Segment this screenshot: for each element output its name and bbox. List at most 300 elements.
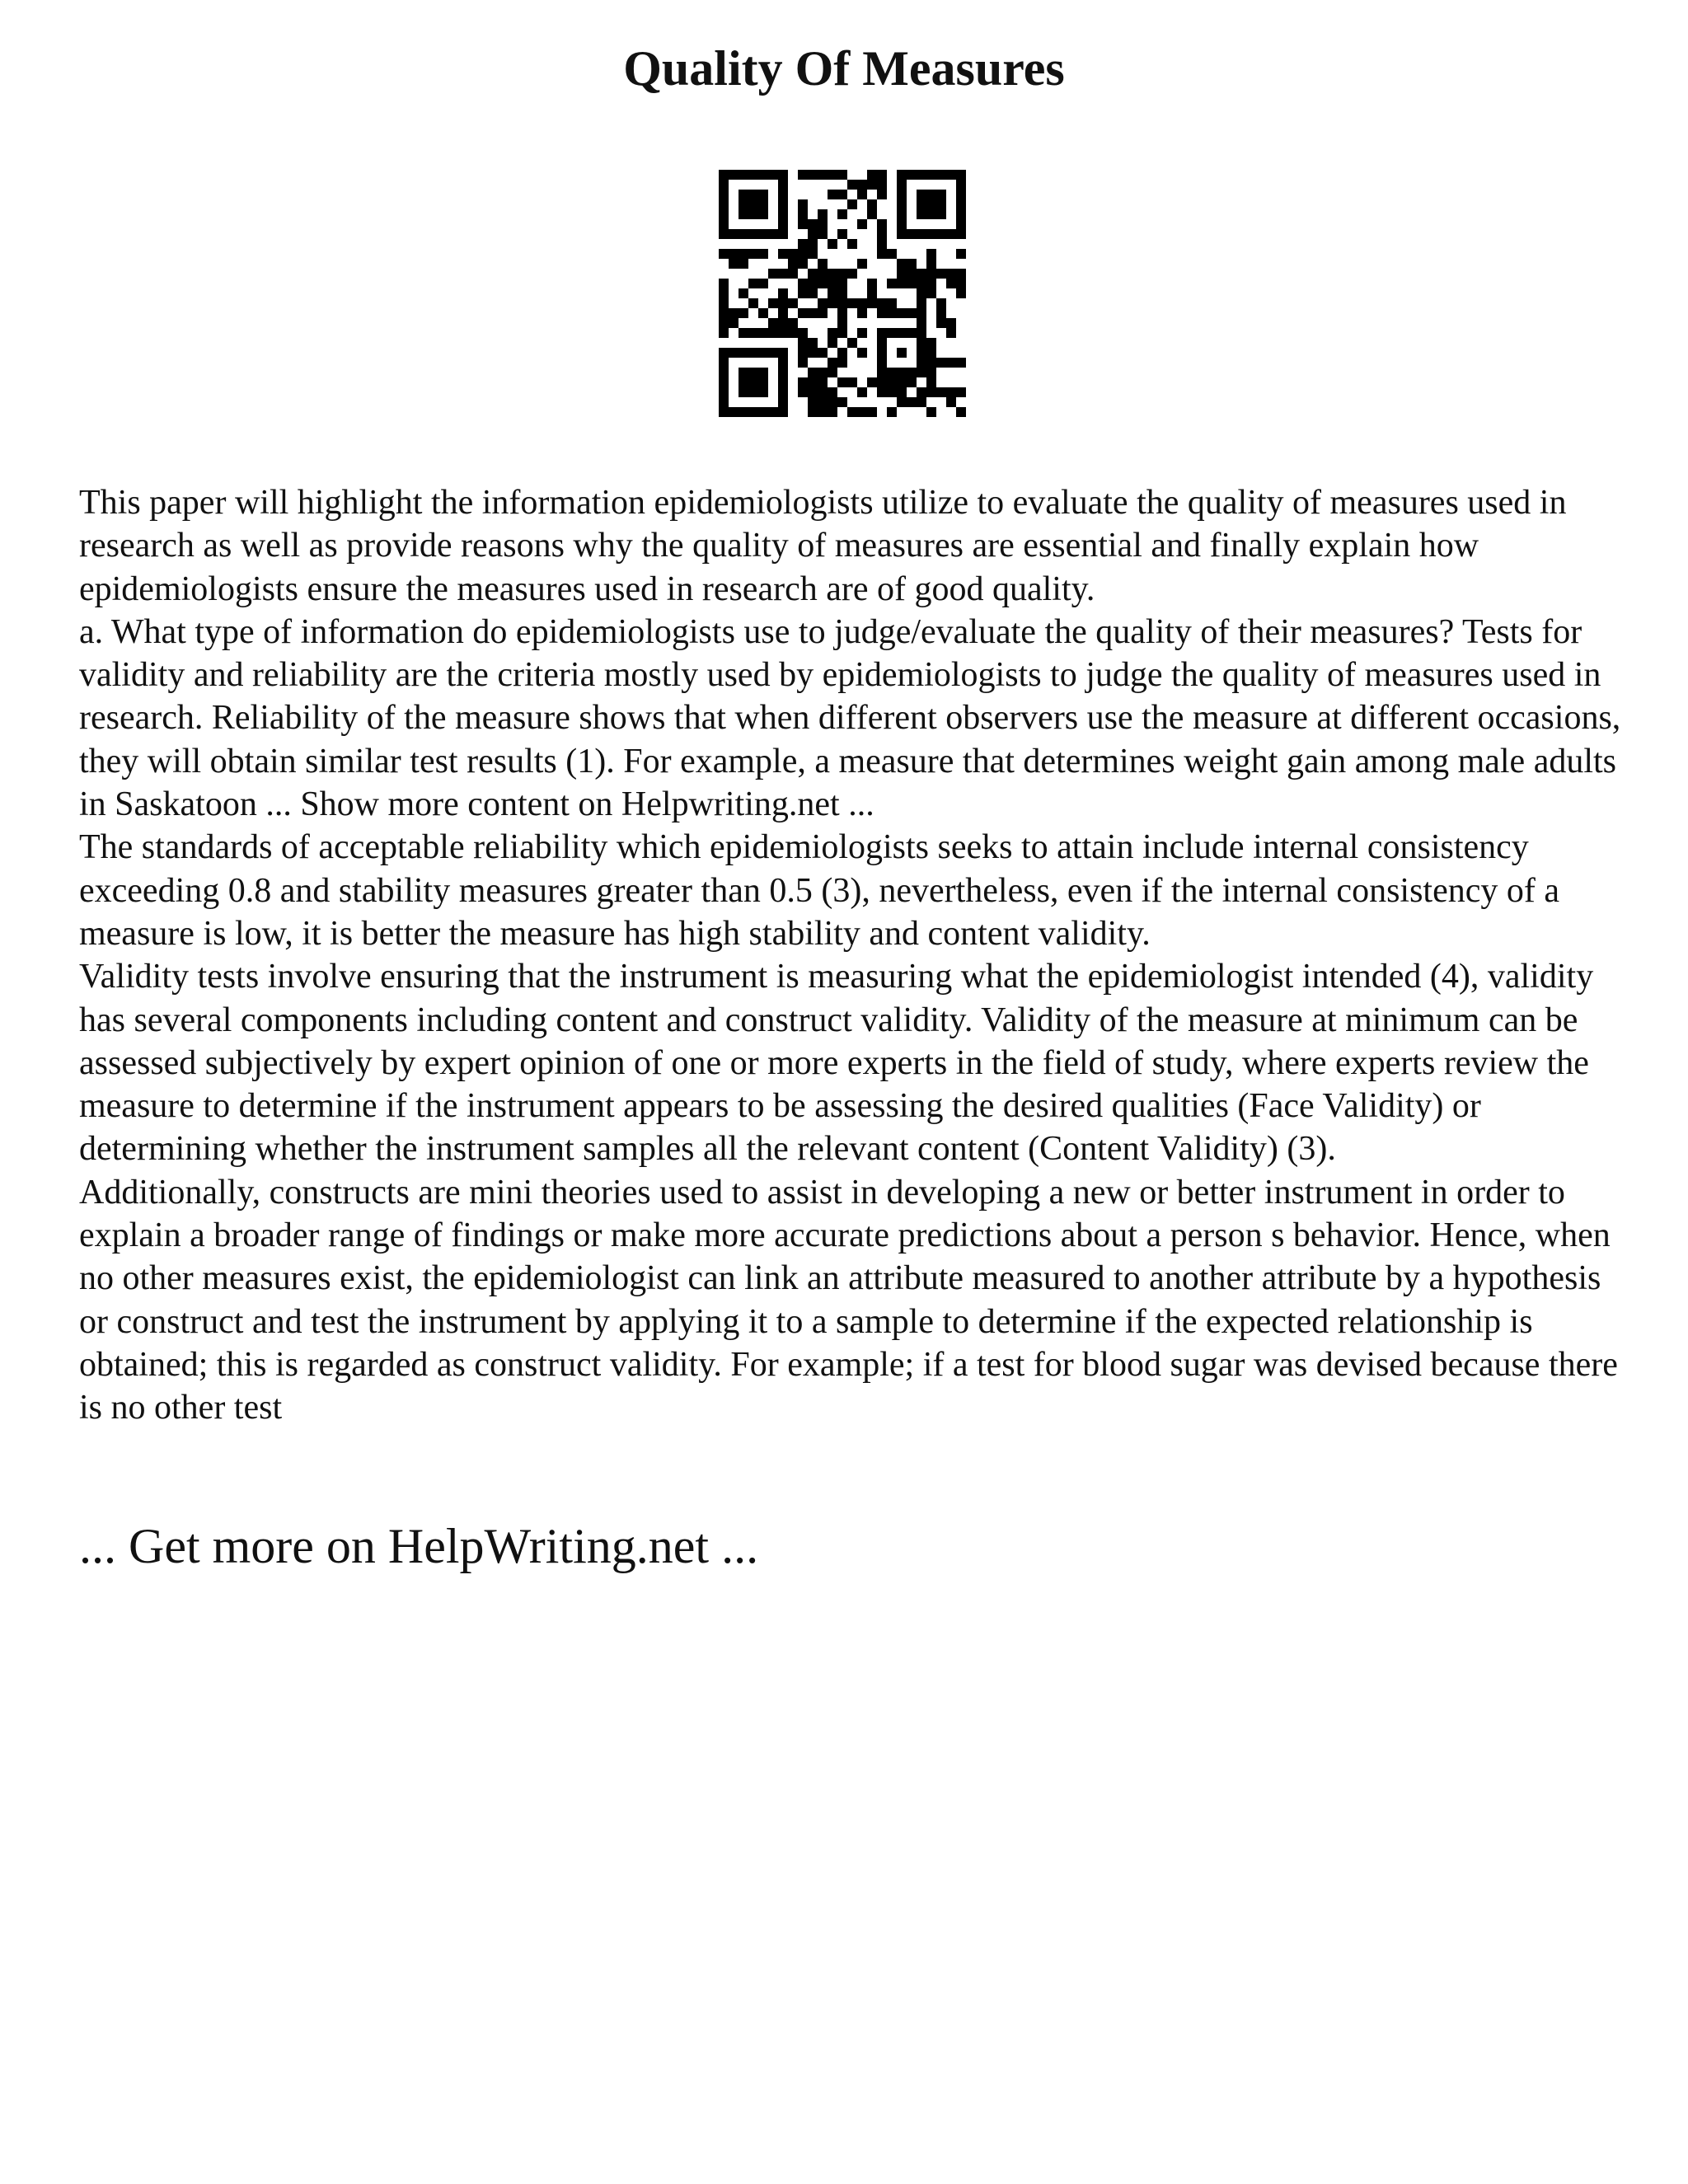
qr-module bbox=[956, 229, 966, 239]
qr-module bbox=[917, 358, 926, 368]
qr-module bbox=[887, 368, 897, 377]
qr-module bbox=[818, 170, 828, 180]
qr-module bbox=[808, 407, 818, 417]
qr-module bbox=[907, 279, 917, 288]
qr-module bbox=[917, 328, 926, 338]
qr-module bbox=[956, 279, 966, 288]
qr-module bbox=[778, 269, 788, 279]
qr-module bbox=[738, 377, 748, 387]
qr-module bbox=[748, 279, 758, 288]
qr-module bbox=[926, 190, 936, 199]
qr-module bbox=[837, 170, 847, 180]
qr-module bbox=[808, 377, 818, 387]
qr-module bbox=[798, 219, 808, 229]
qr-module bbox=[887, 308, 897, 318]
qr-module bbox=[768, 348, 778, 358]
qr-module bbox=[738, 348, 748, 358]
qr-module bbox=[867, 407, 877, 417]
qr-module bbox=[946, 397, 956, 407]
qr-module bbox=[877, 219, 887, 229]
qr-module bbox=[857, 219, 867, 229]
qr-module bbox=[798, 199, 808, 209]
qr-module bbox=[907, 308, 917, 318]
qr-module bbox=[738, 199, 748, 209]
paragraph-validity: Validity tests involve ensuring that the instrument is measuring what the epidemiologist intended (4), validity has several components including content and construct validity. Validity of the measure at minimum can be assessed subjectively by expert opinion of one or more experts in the field of study, where experts review the measure to determine if the instrument appears to be assessing the desired qualities (Face Validity) or determining whether the instrument samples all the relevant content (Content Validity) (3). bbox=[79, 958, 1594, 1169]
qr-module bbox=[808, 239, 818, 249]
qr-module bbox=[788, 318, 798, 328]
qr-module bbox=[936, 229, 946, 239]
qr-module bbox=[729, 348, 738, 358]
paragraph-intro: This paper will highlight the information epidemiologists utilize to evaluate the quality of measures used in research as well as provide reasons why the quality of measures are essential and finally explain how epidemiologists ensure the measures used in research are of good quality. bbox=[79, 484, 1567, 608]
qr-module bbox=[837, 397, 847, 407]
qr-module bbox=[798, 249, 808, 259]
qr-module bbox=[808, 279, 818, 288]
qr-module bbox=[729, 170, 738, 180]
qr-module bbox=[877, 180, 887, 190]
qr-module bbox=[956, 180, 966, 190]
qr-module bbox=[818, 298, 828, 308]
qr-module bbox=[837, 269, 847, 279]
qr-module bbox=[758, 387, 768, 397]
qr-module bbox=[758, 328, 768, 338]
qr-module bbox=[788, 269, 798, 279]
qr-module bbox=[778, 288, 788, 298]
qr-module bbox=[956, 219, 966, 229]
qr-module bbox=[897, 368, 907, 377]
qr-module bbox=[758, 377, 768, 387]
qr-module bbox=[748, 170, 758, 180]
qr-module bbox=[808, 229, 818, 239]
qr-module bbox=[877, 387, 887, 397]
qr-module bbox=[917, 190, 926, 199]
qr-module bbox=[956, 190, 966, 199]
qr-module bbox=[748, 298, 758, 308]
qr-module bbox=[719, 328, 729, 338]
qr-module bbox=[828, 170, 837, 180]
qr-module bbox=[768, 328, 778, 338]
qr-code-graphic bbox=[719, 170, 966, 417]
qr-module bbox=[917, 348, 926, 358]
qr-module bbox=[778, 328, 788, 338]
qr-module bbox=[926, 279, 936, 288]
qr-module bbox=[946, 358, 956, 368]
qr-module bbox=[926, 348, 936, 358]
qr-module bbox=[857, 298, 867, 308]
qr-code-icon[interactable] bbox=[719, 170, 966, 417]
qr-module bbox=[917, 199, 926, 209]
qr-module bbox=[738, 308, 748, 318]
qr-module bbox=[847, 180, 857, 190]
qr-module bbox=[748, 368, 758, 377]
qr-module bbox=[897, 190, 907, 199]
qr-module bbox=[897, 219, 907, 229]
qr-module bbox=[729, 318, 738, 328]
qr-module bbox=[818, 368, 828, 377]
qr-module bbox=[798, 348, 808, 358]
qr-module bbox=[719, 308, 729, 318]
qr-module bbox=[956, 407, 966, 417]
qr-module bbox=[936, 269, 946, 279]
qr-module bbox=[778, 407, 788, 417]
qr-module bbox=[778, 387, 788, 397]
qr-module bbox=[917, 279, 926, 288]
qr-module bbox=[719, 358, 729, 368]
qr-module bbox=[778, 348, 788, 358]
qr-module bbox=[897, 308, 907, 318]
qr-module bbox=[907, 368, 917, 377]
qr-module bbox=[946, 328, 956, 338]
qr-module bbox=[847, 407, 857, 417]
qr-module bbox=[917, 170, 926, 180]
qr-module bbox=[936, 298, 946, 308]
article-body bbox=[79, 481, 1629, 1430]
qr-module bbox=[778, 358, 788, 368]
qr-module bbox=[808, 397, 818, 407]
qr-module bbox=[837, 348, 847, 358]
qr-module bbox=[946, 229, 956, 239]
qr-module bbox=[778, 180, 788, 190]
qr-module bbox=[719, 407, 729, 417]
qr-module bbox=[798, 288, 808, 298]
qr-module bbox=[897, 209, 907, 219]
qr-module bbox=[926, 249, 936, 259]
qr-module bbox=[778, 397, 788, 407]
qr-module bbox=[808, 269, 818, 279]
qr-module bbox=[778, 219, 788, 229]
qr-module bbox=[778, 209, 788, 219]
qr-module bbox=[867, 298, 877, 308]
qr-module bbox=[818, 308, 828, 318]
qr-module bbox=[719, 279, 729, 288]
qr-module bbox=[877, 348, 887, 358]
qr-module bbox=[926, 170, 936, 180]
qr-module bbox=[778, 377, 788, 387]
qr-module bbox=[818, 259, 828, 269]
qr-module bbox=[818, 377, 828, 387]
qr-module bbox=[917, 387, 926, 397]
qr-module bbox=[926, 338, 936, 348]
qr-module bbox=[808, 348, 818, 358]
qr-module bbox=[936, 358, 946, 368]
paragraph-reliability: The standards of acceptable reliability which epidemiologists seeks to attain include internal consistency exceeding 0.8 and stability measures greater than 0.5 (3), nevertheless, even if the internal consistency of a measure is low, it is better the measure has high stability and content validity. bbox=[79, 828, 1560, 953]
qr-module bbox=[719, 190, 729, 199]
qr-module bbox=[738, 190, 748, 199]
qr-module bbox=[877, 377, 887, 387]
qr-module bbox=[748, 348, 758, 358]
qr-module bbox=[917, 308, 926, 318]
qr-module bbox=[798, 358, 808, 368]
qr-module bbox=[719, 229, 729, 239]
qr-module bbox=[758, 279, 768, 288]
qr-module bbox=[956, 288, 966, 298]
qr-module bbox=[818, 348, 828, 358]
qr-module bbox=[719, 180, 729, 190]
qr-module bbox=[867, 180, 877, 190]
qr-module bbox=[748, 199, 758, 209]
qr-module bbox=[719, 170, 729, 180]
qr-module bbox=[887, 298, 897, 308]
qr-module bbox=[748, 407, 758, 417]
qr-module bbox=[798, 279, 808, 288]
qr-module bbox=[847, 239, 857, 249]
qr-module bbox=[828, 279, 837, 288]
qr-module bbox=[917, 298, 926, 308]
qr-module bbox=[926, 288, 936, 298]
qr-module bbox=[798, 377, 808, 387]
qr-module bbox=[719, 318, 729, 328]
qr-module bbox=[778, 229, 788, 239]
qr-module bbox=[719, 397, 729, 407]
qr-module bbox=[738, 209, 748, 219]
qr-module bbox=[877, 358, 887, 368]
qr-module bbox=[738, 229, 748, 239]
qr-module bbox=[719, 219, 729, 229]
qr-module bbox=[798, 387, 808, 397]
qr-module bbox=[828, 288, 837, 298]
qr-module bbox=[857, 328, 867, 338]
qr-module bbox=[748, 190, 758, 199]
qr-module bbox=[877, 328, 887, 338]
qr-module bbox=[788, 328, 798, 338]
qr-module bbox=[926, 407, 936, 417]
qr-module bbox=[867, 377, 877, 387]
qr-module bbox=[897, 348, 907, 358]
qr-module bbox=[926, 259, 936, 269]
qr-module bbox=[877, 338, 887, 348]
qr-module bbox=[847, 298, 857, 308]
qr-module bbox=[917, 269, 926, 279]
qr-module bbox=[828, 269, 837, 279]
qr-module bbox=[758, 348, 768, 358]
qr-module bbox=[887, 249, 897, 259]
qr-module bbox=[837, 308, 847, 318]
qr-module bbox=[917, 209, 926, 219]
qr-module bbox=[758, 308, 768, 318]
qr-module bbox=[887, 407, 897, 417]
qr-module bbox=[867, 279, 877, 288]
qr-module bbox=[877, 190, 887, 199]
qr-module bbox=[808, 368, 818, 377]
qr-module bbox=[778, 308, 788, 318]
qr-module bbox=[837, 288, 847, 298]
qr-module bbox=[867, 170, 877, 180]
qr-module bbox=[828, 298, 837, 308]
qr-module bbox=[818, 279, 828, 288]
qr-module bbox=[758, 249, 768, 259]
qr-module bbox=[887, 328, 897, 338]
qr-module bbox=[818, 209, 828, 219]
qr-module bbox=[907, 377, 917, 387]
qr-module bbox=[798, 328, 808, 338]
qr-module bbox=[897, 259, 907, 269]
qr-module bbox=[837, 377, 847, 387]
qr-module bbox=[768, 298, 778, 308]
qr-module bbox=[857, 180, 867, 190]
qr-module bbox=[946, 387, 956, 397]
qr-module bbox=[729, 308, 738, 318]
qr-module bbox=[768, 318, 778, 328]
qr-module bbox=[808, 288, 818, 298]
qr-module bbox=[847, 199, 857, 209]
qr-module bbox=[738, 328, 748, 338]
qr-module bbox=[808, 338, 818, 348]
qr-module bbox=[936, 170, 946, 180]
qr-module bbox=[719, 387, 729, 397]
qr-module bbox=[828, 397, 837, 407]
qr-module bbox=[768, 407, 778, 417]
qr-module bbox=[778, 368, 788, 377]
qr-module bbox=[907, 397, 917, 407]
qr-module bbox=[828, 239, 837, 249]
qr-module bbox=[738, 170, 748, 180]
qr-module bbox=[818, 269, 828, 279]
qr-module bbox=[758, 170, 768, 180]
qr-module bbox=[729, 229, 738, 239]
qr-module bbox=[956, 249, 966, 259]
qr-module bbox=[768, 170, 778, 180]
qr-module bbox=[857, 387, 867, 397]
qr-module bbox=[917, 318, 926, 328]
qr-module bbox=[748, 328, 758, 338]
qr-module bbox=[748, 209, 758, 219]
get-more-link[interactable]: ... Get more on HelpWriting.net ... bbox=[79, 1519, 759, 1573]
qr-module bbox=[936, 387, 946, 397]
qr-module bbox=[798, 259, 808, 269]
qr-module bbox=[768, 229, 778, 239]
qr-module bbox=[808, 249, 818, 259]
qr-module bbox=[946, 170, 956, 180]
qr-module bbox=[778, 199, 788, 209]
qr-module bbox=[758, 229, 768, 239]
qr-module bbox=[818, 219, 828, 229]
qr-module bbox=[729, 407, 738, 417]
qr-module bbox=[788, 249, 798, 259]
qr-module bbox=[956, 170, 966, 180]
qr-module bbox=[897, 170, 907, 180]
qr-module bbox=[926, 229, 936, 239]
qr-module bbox=[897, 269, 907, 279]
qr-module bbox=[778, 249, 788, 259]
qr-module bbox=[778, 190, 788, 199]
qr-module bbox=[798, 338, 808, 348]
qr-module bbox=[748, 387, 758, 397]
qr-module bbox=[758, 190, 768, 199]
qr-module bbox=[828, 407, 837, 417]
qr-module bbox=[867, 199, 877, 209]
qr-module bbox=[926, 387, 936, 397]
qr-module bbox=[847, 338, 857, 348]
qr-module bbox=[956, 269, 966, 279]
qr-module bbox=[818, 407, 828, 417]
qr-module bbox=[956, 358, 966, 368]
qr-module bbox=[897, 397, 907, 407]
qr-module bbox=[719, 288, 729, 298]
qr-module bbox=[808, 170, 818, 180]
qr-module bbox=[788, 298, 798, 308]
qr-module bbox=[897, 180, 907, 190]
qr-module bbox=[808, 308, 818, 318]
qr-module bbox=[897, 328, 907, 338]
qr-module bbox=[758, 407, 768, 417]
qr-module bbox=[887, 377, 897, 387]
qr-module bbox=[926, 368, 936, 377]
qr-module bbox=[907, 328, 917, 338]
qr-module bbox=[798, 308, 808, 318]
qr-module bbox=[897, 377, 907, 387]
qr-module bbox=[778, 170, 788, 180]
qr-module bbox=[719, 199, 729, 209]
qr-module bbox=[877, 170, 887, 180]
qr-module bbox=[857, 190, 867, 199]
qr-module bbox=[719, 348, 729, 358]
qr-module bbox=[917, 397, 926, 407]
qr-module bbox=[837, 209, 847, 219]
qr-module bbox=[738, 368, 748, 377]
qr-module bbox=[847, 269, 857, 279]
paragraph-question-a: a. What type of information do epidemiologists use to judge/evaluate the quality of their measures? Tests for validity and reliability are the criteria mostly used by epidemiologists to judge the quality of measures used in research. Reliability of the measure shows that when different observers use the measure at different occasions, they will obtain similar test results (1). For example, a measure that determines weight gain among male adults in Saskatoon ... Show more content on Helpwriting.net ... bbox=[79, 612, 1621, 824]
qr-module bbox=[808, 387, 818, 397]
qr-module bbox=[798, 239, 808, 249]
qr-module bbox=[956, 387, 966, 397]
qr-module bbox=[828, 387, 837, 397]
qr-module bbox=[798, 170, 808, 180]
qr-module bbox=[926, 199, 936, 209]
qr-module bbox=[857, 407, 867, 417]
qr-module bbox=[798, 209, 808, 219]
qr-module bbox=[847, 377, 857, 387]
qr-module bbox=[857, 348, 867, 358]
qr-module bbox=[837, 229, 847, 239]
qr-module bbox=[758, 199, 768, 209]
qr-module bbox=[738, 249, 748, 259]
qr-module bbox=[758, 368, 768, 377]
qr-module bbox=[808, 219, 818, 229]
qr-module bbox=[917, 338, 926, 348]
qr-module bbox=[936, 308, 946, 318]
qr-module bbox=[926, 377, 936, 387]
qr-module bbox=[768, 269, 778, 279]
qr-module bbox=[877, 249, 887, 259]
qr-module bbox=[748, 229, 758, 239]
qr-module bbox=[907, 269, 917, 279]
qr-module bbox=[877, 239, 887, 249]
qr-module bbox=[719, 249, 729, 259]
qr-module bbox=[897, 387, 907, 397]
qr-module bbox=[897, 229, 907, 239]
qr-module bbox=[956, 199, 966, 209]
qr-module bbox=[946, 279, 956, 288]
qr-module bbox=[738, 259, 748, 269]
qr-module bbox=[837, 298, 847, 308]
qr-module bbox=[719, 377, 729, 387]
qr-module bbox=[748, 249, 758, 259]
qr-module bbox=[917, 288, 926, 298]
qr-module bbox=[837, 190, 847, 199]
qr-module bbox=[877, 368, 887, 377]
qr-module bbox=[926, 209, 936, 219]
qr-module bbox=[719, 298, 729, 308]
qr-module bbox=[936, 209, 946, 219]
qr-module bbox=[877, 229, 887, 239]
qr-module bbox=[828, 338, 837, 348]
qr-module bbox=[818, 229, 828, 239]
qr-module bbox=[837, 318, 847, 328]
paragraph-construct: Additionally, constructs are mini theories used to assist in developing a new or better instrument in order to explain a broader range of findings or make more accurate predictions about a person s behavior. Hence, when no other measures exist, the epidemiologist can link an attribute measured to another attribute by a hypothesis or construct and test the instrument by applying it to a sample to determine if the expected relationship is obtained; this is regarded as construct validity. For example; if a test for blood sugar was devised because there is no other test bbox=[79, 1173, 1618, 1427]
qr-module bbox=[926, 269, 936, 279]
qr-module bbox=[719, 368, 729, 377]
qr-module bbox=[818, 387, 828, 397]
qr-module bbox=[956, 209, 966, 219]
